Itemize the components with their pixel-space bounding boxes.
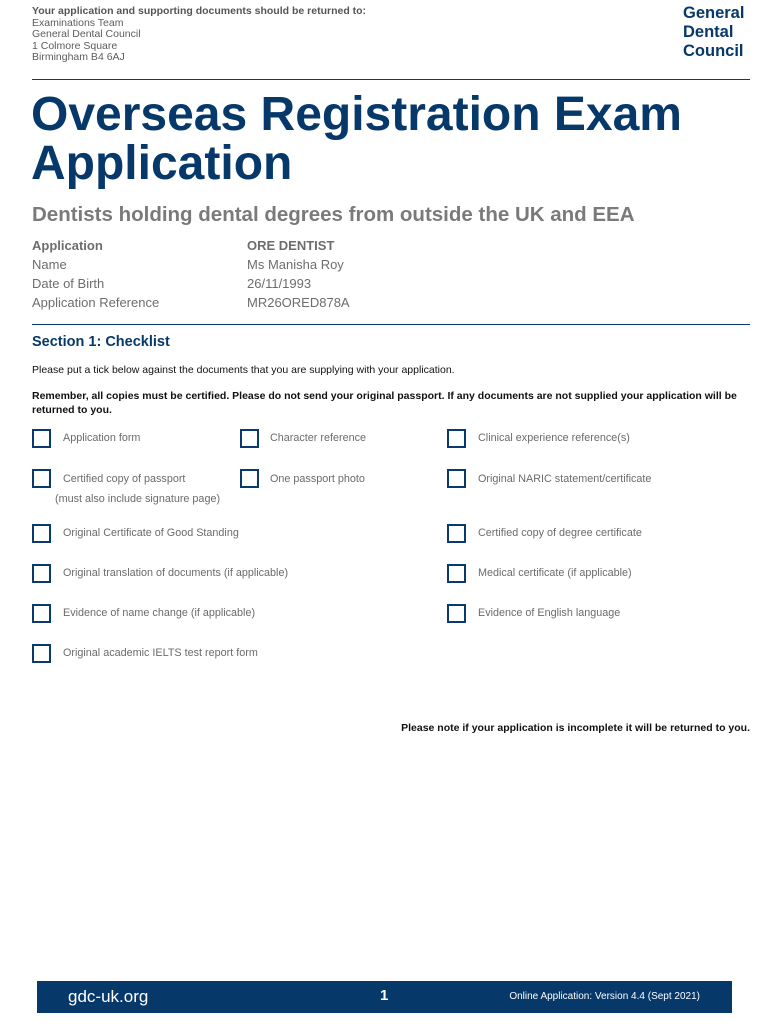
version-info: Online Application: Version 4.4 (Sept 2021) bbox=[509, 991, 700, 1002]
return-address-heading: Your application and supporting documents should be returned to: bbox=[32, 5, 367, 17]
checkbox-ielts-report[interactable] bbox=[32, 644, 51, 663]
title-line-2: Application bbox=[31, 137, 293, 190]
footer-website-link[interactable]: gdc-uk.org bbox=[68, 987, 149, 1006]
detail-label: Date of Birth bbox=[32, 276, 105, 291]
checklist-label: Original Certificate of Good Standing bbox=[63, 527, 239, 539]
return-address-line: Examinations Team bbox=[32, 16, 124, 29]
detail-value: Ms Manisha Roy bbox=[247, 257, 344, 272]
detail-value: 26/11/1993 bbox=[247, 276, 312, 291]
checklist-label: Certified copy of degree certificate bbox=[478, 527, 642, 539]
logo-line: Dental bbox=[683, 23, 734, 41]
page-title bbox=[31, 90, 682, 188]
checkbox-medical-certificate[interactable] bbox=[447, 564, 466, 583]
checklist-reminder: Remember, all copies must be certified. Please do not send your original passport. If any documents are not supplied your application will be returned to you. bbox=[32, 390, 737, 416]
checklist-sublabel: (must also include signature page) bbox=[55, 493, 221, 505]
checklist-label: Original translation of documents (if applicable) bbox=[63, 567, 289, 579]
logo-line: Council bbox=[683, 42, 744, 60]
incomplete-note: Please note if your application is incomplete it will be returned to you. bbox=[401, 722, 750, 734]
detail-label: Application Reference bbox=[32, 295, 160, 310]
header-divider bbox=[32, 79, 750, 80]
page-subtitle: Dentists holding dental degrees from outside the UK and EEA bbox=[32, 203, 635, 226]
return-address-line: 1 Colmore Square bbox=[32, 39, 118, 52]
checklist-label: Character reference bbox=[270, 432, 367, 444]
footer-bar bbox=[37, 981, 732, 1013]
gdc-logo bbox=[683, 4, 744, 61]
return-address-line: General Dental Council bbox=[32, 28, 141, 40]
checkbox-english-language[interactable] bbox=[447, 604, 466, 623]
logo-line: General bbox=[683, 4, 745, 22]
checklist-label: Evidence of name change (if applicable) bbox=[63, 607, 256, 619]
checklist-label: Original academic IELTS test report form bbox=[63, 647, 258, 659]
checkbox-passport-copy[interactable] bbox=[32, 469, 51, 488]
checklist-label: Application form bbox=[63, 432, 141, 444]
section-divider bbox=[32, 324, 750, 325]
checkbox-clinical-reference[interactable] bbox=[447, 429, 466, 448]
detail-label: Application bbox=[32, 238, 103, 253]
checklist-label: One passport photo bbox=[270, 473, 365, 485]
detail-label: Name bbox=[32, 257, 67, 272]
checklist-label: Certified copy of passport bbox=[63, 473, 186, 485]
section-title: Section 1: Checklist bbox=[32, 334, 170, 350]
checklist-label: Medical certificate (if applicable) bbox=[478, 567, 632, 579]
checklist-label: Clinical experience reference(s) bbox=[478, 432, 630, 444]
checkbox-name-change[interactable] bbox=[32, 604, 51, 623]
title-line-1: Overseas Registration Exam bbox=[31, 88, 682, 141]
checkbox-character-reference[interactable] bbox=[240, 429, 259, 448]
page-number: 1 bbox=[380, 987, 389, 1004]
detail-value: MR26ORED878A bbox=[247, 295, 350, 310]
checkbox-naric[interactable] bbox=[447, 469, 466, 488]
checkbox-application-form[interactable] bbox=[32, 429, 51, 448]
return-address bbox=[32, 6, 366, 64]
checklist-instruction: Please put a tick below against the documents that you are supplying with your application. bbox=[32, 364, 455, 376]
checkbox-good-standing[interactable] bbox=[32, 524, 51, 543]
checkbox-translation[interactable] bbox=[32, 564, 51, 583]
checklist-label: Original NARIC statement/certificate bbox=[478, 473, 652, 485]
return-address-line: Birmingham B4 6AJ bbox=[32, 51, 125, 63]
detail-value: ORE DENTIST bbox=[247, 238, 335, 253]
checklist-label: Evidence of English language bbox=[478, 607, 621, 619]
checkbox-passport-photo[interactable] bbox=[240, 469, 259, 488]
checkbox-degree-certificate[interactable] bbox=[447, 524, 466, 543]
